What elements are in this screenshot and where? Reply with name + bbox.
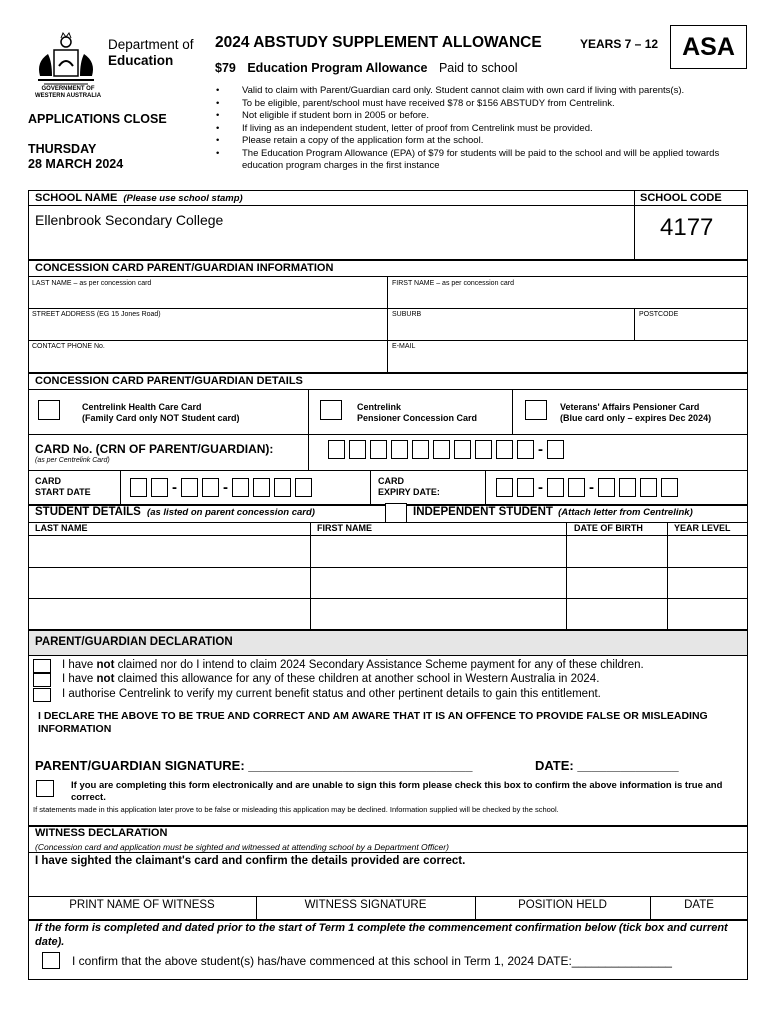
warning-statement: If statements made in this application later prove to be false or misleading this application may be declined. Information supplied will be checked by the school.: [33, 805, 559, 814]
suburb-field[interactable]: SUBURB: [392, 311, 422, 318]
card-expiry-date-input[interactable]: - -: [496, 478, 682, 497]
witness-col-name: PRINT NAME OF WITNESS: [69, 899, 215, 911]
term1-confirm: I confirm that the above student(s) has/have commenced at this school in Term 1, 2024 DATE:_______________: [72, 954, 672, 968]
witness-col-position: POSITION HELD: [518, 899, 607, 911]
witness-hint: (Concession card and application must be sighted and witnessed at attending school by a Department Officer): [35, 842, 449, 852]
student-details-hint: (as listed on parent concession card): [147, 507, 315, 518]
health-care-card-label: Centrelink Health Care Card: [82, 402, 202, 412]
crn-hint: (as per Centrelink Card): [35, 457, 110, 464]
amount: $79: [215, 61, 236, 75]
witness-col-date: DATE: [684, 899, 714, 911]
start-date-label: CARD: [35, 476, 61, 486]
independent-student-hint: (Attach letter from Centrelink): [558, 507, 693, 518]
independent-student-label: INDEPENDENT STUDENT: [413, 506, 553, 518]
card-start-date-input[interactable]: - -: [130, 478, 316, 497]
dept-line1: Department of: [108, 37, 194, 52]
last-name-field[interactable]: LAST NAME – as per concession card: [32, 280, 152, 287]
gov-label: GOVERNMENT OF: [41, 86, 95, 92]
witness-heading: WITNESS DECLARATION: [35, 827, 168, 839]
independent-student-checkbox[interactable]: [385, 503, 407, 523]
decl-2b: not: [96, 673, 115, 685]
eligibility-list: [212, 85, 752, 173]
bullet-item: • Please retain a copy of the application form at the school.: [212, 135, 752, 148]
card-details-heading: CONCESSION CARD PARENT/GUARDIAN DETAILS: [35, 375, 303, 387]
witness-sighted: I have sighted the claimant's card and confirm the details provided are correct.: [35, 855, 466, 867]
witness-entry-area[interactable]: [29, 872, 747, 895]
gov-label-2: WESTERN AUSTRALIA: [34, 92, 102, 99]
start-date-label-2: START DATE: [35, 487, 91, 497]
dept-line2: Education: [108, 53, 174, 68]
expiry-date-label-2: EXPIRY DATE:: [378, 487, 440, 497]
first-name-field[interactable]: FIRST NAME – as per concession card: [392, 280, 515, 287]
bullet-item: • Not eligible if student born in 2005 or before.: [212, 110, 752, 123]
signature-line[interactable]: PARENT/GUARDIAN SIGNATURE: _______________________________: [35, 758, 473, 773]
electronic-statement: If you are completing this form electronically and are unable to sign this form please check this box to confirm the above information is true and correct.: [71, 780, 723, 803]
wa-crest-logo: [30, 30, 102, 90]
bullet-item: • To be eligible, parent/school must have received $78 or $156 ABSTUDY from Centrelink.: [212, 98, 752, 111]
asa-badge: ASA: [670, 25, 747, 69]
electronic-confirm-checkbox[interactable]: [36, 780, 54, 797]
student-row[interactable]: [29, 536, 747, 566]
crn-label: CARD No. (CRN OF PARENT/GUARDIAN):: [35, 442, 274, 456]
col-first-name: FIRST NAME: [317, 523, 372, 533]
witness-col-signature: WITNESS SIGNATURE: [304, 899, 427, 911]
expiry-date-label: CARD: [378, 476, 404, 486]
close-day: THURSDAY: [28, 142, 97, 156]
decl-1a: I have: [62, 659, 97, 671]
school-code-label: SCHOOL CODE: [640, 192, 722, 204]
email-field[interactable]: E-MAIL: [392, 343, 416, 350]
decl-3: I authorise Centrelink to verify my current benefit status and other pertinent details to gain this entitlement.: [62, 688, 601, 700]
school-name-hint: (Please use school stamp): [123, 193, 243, 204]
pensioner-card-label-2: Pensioner Concession Card: [357, 413, 478, 423]
declare-statement: I DECLARE THE ABOVE TO BE TRUE AND CORRECT AND AM AWARE THAT IT IS AN OFFENCE TO PROVIDE FALSE OR MISLEADING INFORMATION: [38, 710, 708, 735]
health-care-card-note: (Family Card only NOT Student card): [82, 413, 240, 423]
veterans-card-checkbox[interactable]: [525, 400, 547, 420]
declaration-heading: PARENT/GUARDIAN DECLARATION: [35, 636, 233, 648]
veterans-card-note: (Blue card only – expires Dec 2024): [560, 413, 712, 423]
school-code-field[interactable]: 4177: [660, 214, 714, 241]
student-details-heading: STUDENT DETAILS: [35, 506, 141, 518]
term1-confirm-checkbox[interactable]: [42, 952, 60, 969]
col-year-level: YEAR LEVEL: [674, 523, 731, 533]
parent-info-heading: CONCESSION CARD PARENT/GUARDIAN INFORMATION: [35, 262, 334, 274]
applications-close: APPLICATIONS CLOSE: [28, 112, 167, 126]
declaration-checkbox-3[interactable]: [33, 688, 51, 702]
paid-label: Paid to school: [438, 61, 518, 75]
close-date: 28 MARCH 2024: [28, 157, 124, 171]
school-name-field[interactable]: Ellenbrook Secondary College: [35, 212, 224, 228]
veterans-card-label: Veterans' Affairs Pensioner Card: [560, 402, 700, 412]
col-dob: DATE OF BIRTH: [574, 523, 643, 533]
bullet-item: • The Education Program Allowance (EPA) of $79 for students will be paid to the school and will be applied towards education program charges in the first instance: [212, 148, 752, 173]
form-title: 2024 ABSTUDY SUPPLEMENT ALLOWANCE: [215, 34, 542, 51]
pensioner-card-checkbox[interactable]: [320, 400, 342, 420]
col-last-name: LAST NAME: [35, 523, 88, 533]
decl-2c: claimed this allowance for any of these children at another school in Western Australia in 2024.: [114, 673, 600, 685]
declaration-checkbox-1[interactable]: [33, 659, 51, 673]
declaration-checkbox-2[interactable]: [33, 673, 51, 687]
bullet-item: • Valid to claim with Parent/Guardian card only. Student cannot claim with own card if living with parents(s).: [212, 85, 752, 98]
term1-note: If the form is completed and dated prior to the start of Term 1 complete the commencement confirmation below (tick box and current date).: [35, 922, 728, 948]
phone-field[interactable]: CONTACT PHONE No.: [32, 343, 105, 350]
student-row[interactable]: [29, 568, 747, 597]
bullet-item: • If living as an independent student, letter of proof from Centrelink must be provided.: [212, 123, 752, 136]
decl-1c: claimed nor do I intend to claim 2024 Secondary Assistance Scheme payment for any of these children.: [114, 659, 644, 671]
epa-label: Education Program Allowance: [247, 61, 428, 75]
signature-date-line[interactable]: DATE: ______________: [535, 758, 679, 773]
decl-2a: I have: [62, 673, 97, 685]
postcode-field[interactable]: POSTCODE: [639, 311, 679, 318]
student-row[interactable]: [29, 599, 747, 629]
street-field[interactable]: STREET ADDRESS (EG 15 Jones Road): [32, 311, 161, 318]
crn-input[interactable]: -: [328, 440, 568, 459]
decl-1b: not: [96, 659, 115, 671]
years-label: YEARS 7 – 12: [580, 37, 659, 51]
pensioner-card-label: Centrelink: [357, 402, 402, 412]
health-care-card-checkbox[interactable]: [38, 400, 60, 420]
school-name-label: SCHOOL NAME: [35, 192, 118, 204]
